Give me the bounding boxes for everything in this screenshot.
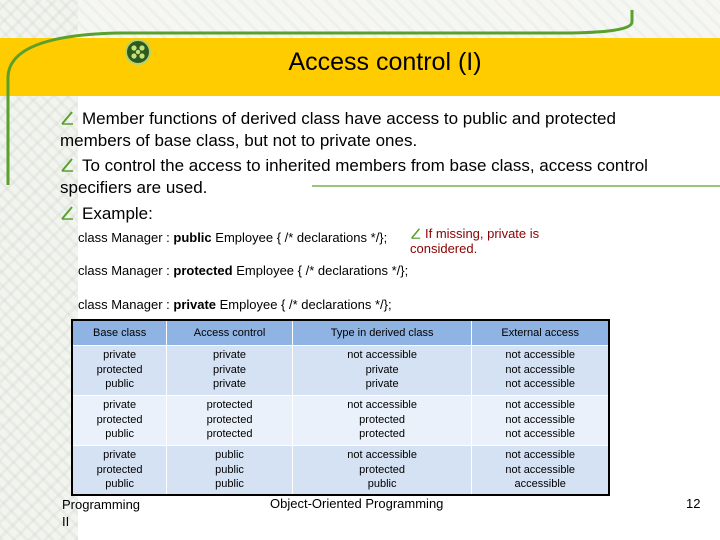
table-cell: not accessible not accessible not accessible [472, 395, 609, 445]
table-header-row [72, 320, 609, 345]
table-cell: private protected public [72, 445, 167, 495]
note-bullet-icon [410, 228, 421, 239]
code-prefix: class Manager : [78, 297, 174, 312]
table-cell: private private private [167, 345, 293, 395]
footer-course-line-1: Programming [62, 497, 141, 512]
table-row [72, 395, 609, 445]
table-cell: public public public [167, 445, 293, 495]
globe-icon [126, 40, 150, 64]
code-suffix: Employee { /* declarations */}; [216, 297, 392, 312]
code-keyword: protected [173, 263, 233, 278]
bullet-icon [60, 111, 74, 125]
code-suffix: Employee { /* declarations */}; [211, 230, 388, 245]
bullet-text-1: Member functions of derived class have access to public and protected members of base class, but not to private ones. [60, 109, 616, 150]
bullet-text-2: To control the access to inherited members from base class, access control specifiers are used. [60, 156, 648, 197]
table-row [72, 445, 609, 495]
page-number: 12 [686, 496, 701, 511]
table-cell: not accessible protected protected [292, 395, 472, 445]
code-keyword: public [173, 230, 212, 245]
footer-course [62, 496, 140, 530]
code-prefix: class Manager : [78, 230, 174, 245]
table-cell: private protected public [72, 395, 167, 445]
bullet-icon [60, 158, 74, 172]
header-access-control: Access control [167, 320, 293, 345]
footer-title: Object-Oriented Programming [270, 496, 444, 511]
bullet-item-3 [60, 203, 360, 225]
table-cell: private protected public [72, 345, 167, 395]
note-text-1: If missing, private is [425, 226, 540, 241]
table-cell: not accessible not accessible accessible [472, 445, 609, 495]
code-line-protected [78, 263, 408, 278]
access-table [71, 319, 610, 496]
code-suffix: Employee { /* declarations */}; [232, 263, 409, 278]
note-text-2: considered. [410, 241, 478, 256]
note-callout [410, 226, 539, 256]
table-cell: not accessible protected public [292, 445, 472, 495]
note-line-1 [410, 226, 539, 241]
footer-course-line-2: II [62, 514, 70, 529]
code-line-public [78, 230, 387, 245]
bullet-text-3: Example: [82, 204, 153, 223]
code-prefix: class Manager : [78, 263, 174, 278]
table-cell: not accessible private private [292, 345, 472, 395]
code-line-private [78, 297, 392, 312]
header-type-in-derived: Type in derived class [292, 320, 472, 345]
bullet-item-1 [60, 108, 670, 152]
code-keyword: private [173, 297, 217, 312]
slide-title: Access control (I) [288, 48, 482, 76]
table-row [72, 345, 609, 395]
table-cell: not accessible not accessible not accessible [472, 345, 609, 395]
table-cell: protected protected protected [167, 395, 293, 445]
bullet-icon [60, 206, 74, 220]
header-external-access: External access [472, 320, 609, 345]
bullet-item-2 [60, 155, 670, 199]
header-base-class: Base class [72, 320, 167, 345]
